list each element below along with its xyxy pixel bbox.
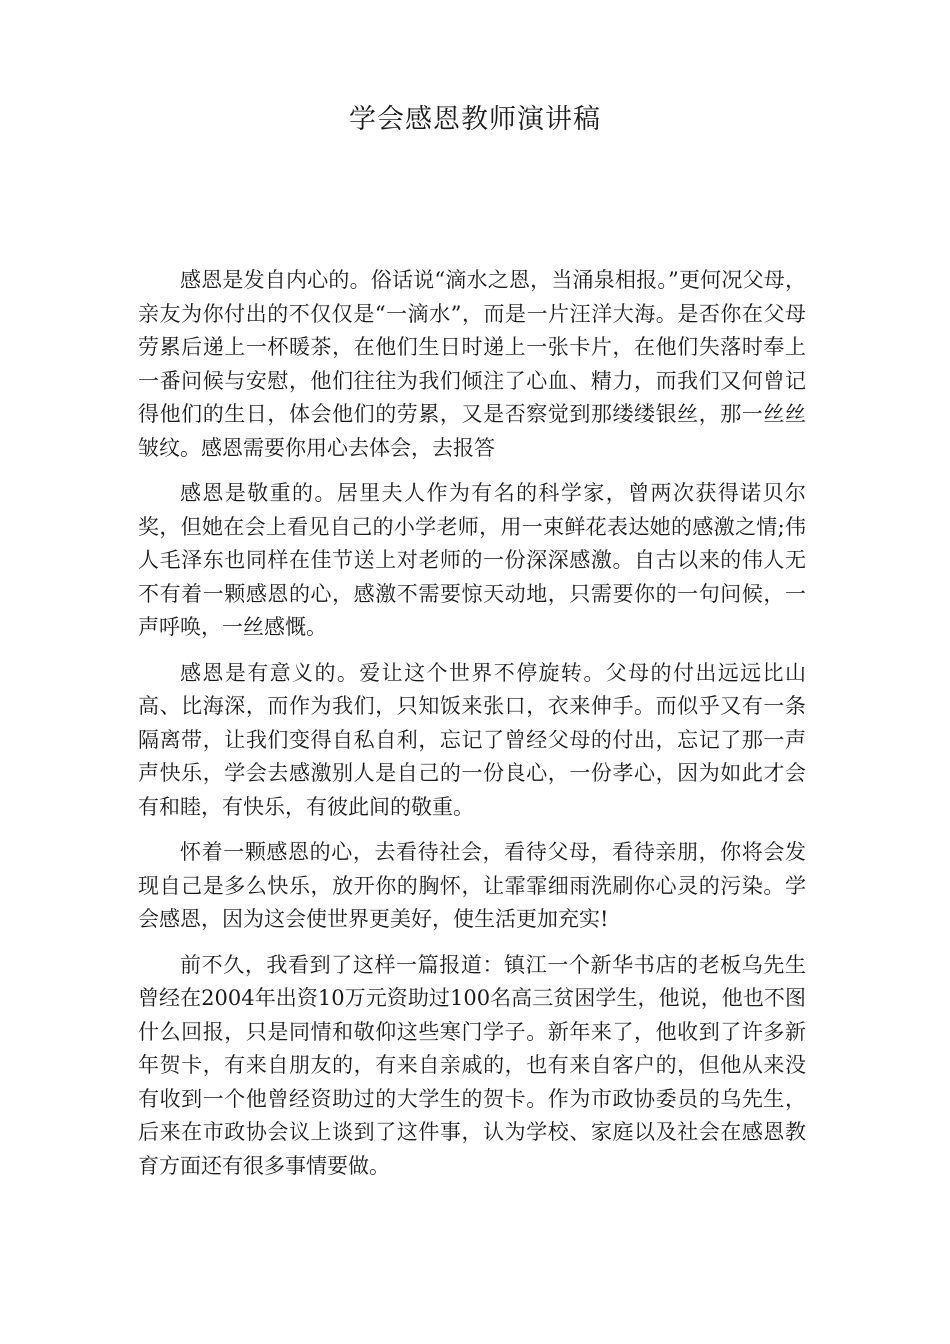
paragraph: 感恩是有意义的。爱让这个世界不停旋转。父母的付出远远比山高、比海深，而作为我们，只知饭来张口，衣来伸手。而似乎又有一条隔离带，让我们变得自私自利，忘记了曾经父母的付出，忘记了那一声声快乐，学会去感激别人是自己的一份良心，一份孝心，因为如此才会有和睦，有快乐，有彼此间的敬重。	[138, 660, 806, 819]
paragraph: 怀着一颗感恩的心，去看待社会，看待父母，看待亲朋，你将会发现自己是多么快乐，放开你的胸怀，让霏霏细雨洗刷你心灵的污染。学会感恩，因为这会使世界更美好，使生活更加充实!	[138, 840, 806, 931]
document-title: 学会感恩教师演讲稿	[349, 104, 601, 135]
paragraph: 感恩是敬重的。居里夫人作为有名的科学家，曾两次获得诺贝尔奖，但她在会上看见自己的小学老师，用一束鲜花表达她的感激之情;伟人毛泽东也同样在佳节送上对老师的一份深深感激。自古以来的伟人无不有着一颗感恩的心，感激不需要惊天动地，只需要你的一句问候，一声呼唤，一丝感慨。	[138, 481, 806, 639]
paragraph: 前不久，我看到了这样一篇报道：镇江一个新华书店的老板乌先生曾经在2004年出资10万元资助过100名高三贫困学生，他说，他也不图什么回报，只是同情和敬仰这些寒门学子。新年来了，他收到了许多新年贺卡，有来自朋友的，有来自亲戚的，也有来自客户的，但他从来没有收到一个他曾经资助过的大学生的贺卡。作为市政协委员的乌先生，后来在市政协会议上谈到了这件事，认为学校、家庭以及社会在感恩教育方面还有很多事情要做。	[138, 952, 806, 1178]
paragraph: 感恩是发自内心的。俗话说“滴水之恩，当涌泉相报。”更何况父母，亲友为你付出的不仅仅是“一滴水”，而是一片汪洋大海。是否你在父母劳累后递上一杯暖茶，在他们生日时递上一张卡片，在他们失落时奉上一番问候与安慰，他们往往为我们倾注了心血、精力，而我们又何曾记得他们的生日，体会他们的劳累，又是否察觉到那缕缕银丝，那一丝丝皱纹。感恩需要你用心去体会，去报答	[138, 268, 806, 460]
document-body	[138, 264, 806, 1195]
